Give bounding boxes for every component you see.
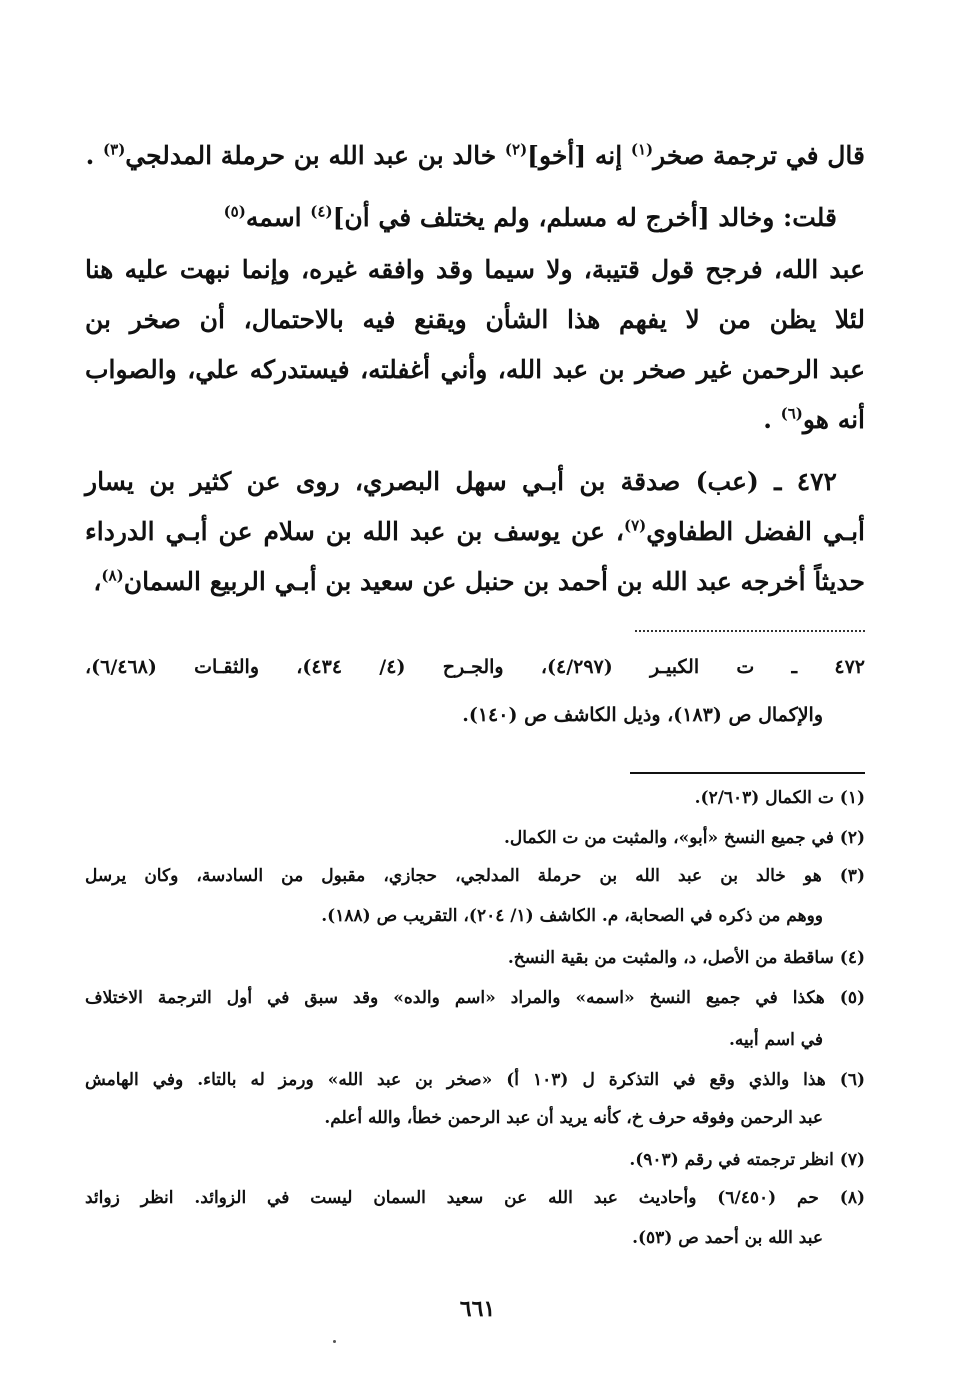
footnote-rule [630,772,865,774]
footnote-6 [85,1066,865,1094]
footnote-ref-2[interactable]: (٢) [504,140,528,159]
dotted-separator [635,630,865,632]
footnote-8-continued: عبد الله بن أحمد ص (٥٣). [632,1228,823,1248]
paragraph-2-line-2: عبد الله، فرجح قول قتيبة، ولا سيما وقد وافقه غيره، وإنما نبهت عليه هنا [85,255,865,284]
footnote-number: (٣) [839,866,865,886]
footnote-number: (٨) [839,1188,865,1208]
footnote-ref-7[interactable]: (٧) [623,516,647,535]
footnote-8 [85,1184,865,1212]
footnote-number: (٤) [839,948,865,968]
footnote-text: حم (٦/٤٥٠) وأحاديث عبد الله عن سعيد السمان ليست في الزوائد. انظر زوائد [85,1188,819,1208]
footnote-3-continued: ووهم من ذكره في الصحابة، م. الكاشف (١/ ٢٠٤)، التقريب ص (١٨٨). [321,906,823,926]
footnote-number: (٦) [839,1070,866,1090]
footnote-4 [85,944,865,972]
footnote-5-continued: في اسم أبيه. [728,1030,823,1050]
page-number: ٦٦١ [459,1296,496,1322]
footnote-number: (٥) [839,988,866,1008]
text-run: إنه [أخو] [527,141,631,170]
footnote-number: (٢) [839,828,865,848]
footnote-ref-5[interactable]: (٥) [223,202,246,221]
footnote-text: ت الكمال (٢/٦٠٣). [694,788,834,808]
text-run: . [763,405,781,434]
footnote-text: انظر ترجمته في رقم (٩٠٣). [629,1150,834,1170]
paragraph-2-line-1 [85,198,837,238]
paragraph-2-line-4: عبد الرحمن غير صخر بن عبد الله، وأني أغفلته، فيستدركه علي، والصواب [85,355,865,384]
text-run: ، [93,567,102,596]
paragraph-1-line [85,136,865,176]
text-run: أنه هو [802,405,865,434]
footnote-text: هذا والذي وقع في التذكرة ل (١٠٣ أ) «صخر بن عبد الله» ورمز له بالتاء. وفي الهامش [85,1070,826,1090]
footnote-text: ساقطة من الأصل، د، والمثبت من بقية النسخ. [507,948,834,968]
text-run: قلت: وخالد [أخرج له مسلم، ولم يختلف في أن] [332,203,837,232]
footnote-number: (١) [839,788,865,808]
text-run: أبـي الفضل الطفاوي [646,517,865,546]
footnote-5 [85,984,865,1012]
scan-speck [333,1340,336,1343]
footnote-text: هكذا في جميع النسخ «اسمه» والمراد «اسم والده» وقد سبق في أول الترجمة الاختلاف [85,988,825,1008]
source-note-line-2: والإكمال ص (١٨٣)، وذيل الكاشف ص (١٤٠). [462,704,823,726]
text-run: حديثاً أخرجه عبد الله بن أحمد بن حنبل عن سعيد بن أبـي الربيع السمان [123,567,865,596]
text-run: قال في ترجمة صخر [653,141,865,170]
text-run: خالد بن عبد الله بن حرملة المدلجي [125,141,505,170]
footnote-1 [85,784,865,812]
text-run: اسمه [245,203,311,232]
paragraph-2-line-3: لئلا يظن من لا يفهم هذا الشأن ويقنع فيه بالاحتمال، أن صخر بن [85,305,865,334]
entry-472-line-2 [85,512,865,552]
footnote-ref-1[interactable]: (١) [630,140,654,159]
footnote-3 [85,862,865,890]
entry-472-line-1: ٤٧٢ ـ (عب) صدقة بن أبـي سهل البصري، روى عن كثير بن يسار [85,467,837,496]
entry-472-line-3 [85,562,865,602]
footnote-7 [85,1146,865,1174]
footnote-2 [85,824,865,852]
footnote-number: (٧) [839,1150,865,1170]
footnote-ref-8[interactable]: (٨) [101,566,124,585]
footnote-6-continued: عبد الرحمن وفوقه حرف خ، كأنه يريد أن عبد الرحمن خطأ، والله أعلم. [324,1108,823,1128]
footnote-ref-6[interactable]: (٦) [780,404,803,423]
footnote-text: هو خالد بن عبد الله بن حرملة المدلجي، حجازي، مقبول من السادسة، وكان يرسل [85,866,822,886]
footnote-ref-4[interactable]: (٤) [310,202,333,221]
paragraph-2-line-5 [85,400,865,440]
text-run: ، عن يوسف بن عبد الله بن سلام عن أبـي الدرداء [85,517,624,546]
source-note-line-1: ٤٧٢ ـ ت الكبيـر (٤/٢٩٧)، والجـرح (٤/ ٤٣٤)، والثقـات (٦/٤٦٨)، [85,656,866,678]
text-run: . [85,141,104,170]
footnote-ref-3[interactable]: (٣) [103,140,126,159]
footnote-text: في جميع النسخ «أبو»، والمثبت من ت الكمال. [503,828,834,848]
